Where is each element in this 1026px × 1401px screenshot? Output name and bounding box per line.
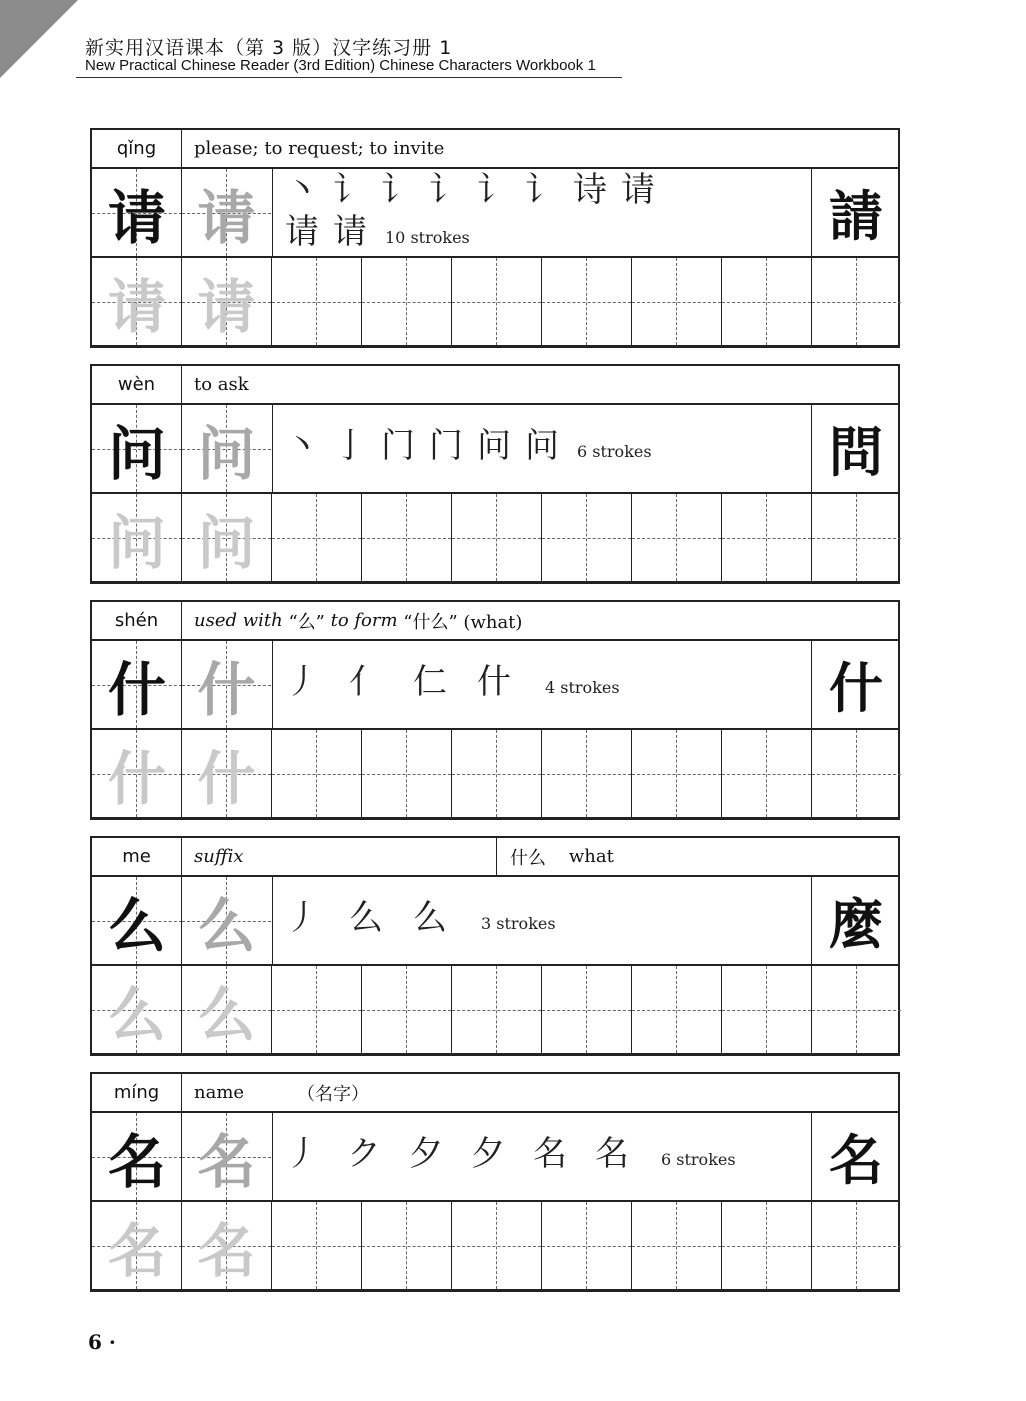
guide-line bbox=[452, 774, 541, 775]
practice-cell[interactable] bbox=[721, 730, 811, 817]
practice-cell bbox=[181, 494, 271, 581]
info-row bbox=[92, 838, 898, 877]
practice-cell bbox=[181, 966, 271, 1053]
guide-line bbox=[542, 538, 631, 539]
guide-line bbox=[272, 1010, 361, 1011]
practice-cell[interactable] bbox=[721, 966, 811, 1053]
practice-cell[interactable] bbox=[361, 730, 451, 817]
stroke-order-area bbox=[272, 1113, 812, 1200]
corner-triangle bbox=[0, 0, 78, 78]
stroke-step: 丿 bbox=[285, 898, 319, 938]
practice-row bbox=[92, 494, 898, 581]
guide-line bbox=[722, 774, 811, 775]
practice-cell[interactable] bbox=[811, 966, 901, 1053]
practice-cell[interactable] bbox=[361, 1202, 451, 1289]
guide-line bbox=[452, 302, 541, 303]
practice-cell bbox=[92, 1202, 182, 1289]
practice-cell bbox=[92, 730, 182, 817]
stroke-step: 夕 bbox=[471, 1134, 505, 1174]
guide-line bbox=[362, 1246, 451, 1247]
stroke-sequence bbox=[285, 426, 652, 466]
guide-line bbox=[722, 1010, 811, 1011]
meaning-part: to form bbox=[330, 610, 398, 631]
stroke-step: 丶 bbox=[285, 170, 319, 210]
trace-character: 问 bbox=[197, 508, 256, 577]
practice-cell[interactable] bbox=[451, 966, 541, 1053]
guide-line bbox=[812, 1010, 901, 1011]
guide-line bbox=[542, 1246, 631, 1247]
stroke-step: 问 bbox=[525, 426, 559, 466]
trace-cell bbox=[181, 405, 271, 492]
related-word-cn: 什么 bbox=[510, 847, 546, 869]
stroke-step: 讠 bbox=[381, 170, 415, 210]
stroke-step: 门 bbox=[429, 426, 463, 466]
char-row bbox=[92, 1113, 898, 1202]
practice-cell bbox=[92, 258, 182, 345]
practice-cell[interactable] bbox=[631, 730, 721, 817]
practice-cell[interactable] bbox=[721, 1202, 811, 1289]
guide-line bbox=[362, 774, 451, 775]
stroke-step: 丿 bbox=[285, 662, 319, 702]
meaning: to ask bbox=[194, 374, 249, 395]
meaning bbox=[194, 838, 244, 875]
trace-character: 么 bbox=[107, 980, 166, 1049]
traditional-character: 請 bbox=[829, 185, 883, 248]
info-row bbox=[92, 366, 898, 405]
stroke-step: 问 bbox=[477, 426, 511, 466]
stroke-step: ク bbox=[347, 1134, 381, 1174]
guide-line bbox=[542, 302, 631, 303]
guide-line bbox=[272, 538, 361, 539]
char-row bbox=[92, 405, 898, 494]
traditional-character: 什 bbox=[829, 657, 883, 720]
related-word: （名字） bbox=[297, 1083, 369, 1105]
practice-row bbox=[92, 1202, 898, 1289]
practice-cell[interactable] bbox=[631, 1202, 721, 1289]
model-cell bbox=[92, 641, 182, 728]
guide-line bbox=[542, 1010, 631, 1011]
stroke-step: 请 bbox=[285, 212, 319, 252]
practice-cell[interactable] bbox=[811, 730, 901, 817]
practice-cell[interactable] bbox=[541, 258, 631, 345]
practice-cell[interactable] bbox=[361, 966, 451, 1053]
stroke-step: 夕 bbox=[409, 1134, 443, 1174]
meaning-part: “什么” (what) bbox=[403, 611, 523, 633]
pinyin: míng bbox=[92, 1074, 182, 1111]
trace-character: 问 bbox=[107, 508, 166, 577]
practice-cell[interactable] bbox=[271, 966, 361, 1053]
guide-line bbox=[812, 774, 901, 775]
practice-cell[interactable] bbox=[451, 1202, 541, 1289]
header-title-en: New Practical Chinese Reader (3rd Edition) Chinese Characters Workbook 1 bbox=[85, 57, 596, 74]
guide-line bbox=[812, 302, 901, 303]
guide-line bbox=[272, 774, 361, 775]
stroke-count: 3 strokes bbox=[481, 914, 556, 933]
stroke-step: 什 bbox=[477, 662, 511, 702]
info-row bbox=[92, 602, 898, 641]
guide-line bbox=[632, 774, 721, 775]
pinyin: me bbox=[92, 838, 182, 875]
practice-cell[interactable] bbox=[271, 494, 361, 581]
trace-character: 请 bbox=[107, 272, 166, 341]
pinyin: shén bbox=[92, 602, 182, 639]
meaning: name bbox=[194, 1082, 245, 1103]
guide-line bbox=[632, 1246, 721, 1247]
practice-cell[interactable] bbox=[361, 258, 451, 345]
stroke-step: 讠 bbox=[477, 170, 511, 210]
stroke-step: 名 bbox=[533, 1134, 567, 1174]
model-character: 名 bbox=[107, 1127, 166, 1196]
trace-character: 什 bbox=[197, 655, 256, 724]
stroke-sequence bbox=[285, 212, 470, 252]
meaning bbox=[194, 602, 522, 639]
practice-cell[interactable] bbox=[451, 494, 541, 581]
stroke-sequence bbox=[285, 170, 655, 210]
stroke-step: 请 bbox=[333, 212, 367, 252]
char-block-qing bbox=[90, 128, 900, 348]
stroke-order-area bbox=[272, 641, 812, 728]
guide-line bbox=[272, 302, 361, 303]
stroke-step: 诗 bbox=[573, 170, 607, 210]
char-block-shen bbox=[90, 600, 900, 820]
header-rule bbox=[76, 77, 622, 78]
trace-character: 请 bbox=[197, 183, 256, 252]
stroke-step: 亻 bbox=[349, 662, 383, 702]
stroke-sequence bbox=[285, 898, 556, 938]
guide-line bbox=[632, 1010, 721, 1011]
meaning-part: used with bbox=[194, 610, 283, 631]
practice-cell[interactable] bbox=[541, 1202, 631, 1289]
model-cell bbox=[92, 169, 182, 256]
practice-row bbox=[92, 258, 898, 345]
practice-cell bbox=[181, 258, 271, 345]
stroke-step: 讠 bbox=[333, 170, 367, 210]
trace-cell bbox=[181, 169, 271, 256]
practice-cell[interactable] bbox=[631, 258, 721, 345]
model-cell bbox=[92, 405, 182, 492]
practice-cell[interactable] bbox=[361, 494, 451, 581]
meaning: please; to request; to invite bbox=[194, 138, 445, 159]
trace-character: 什 bbox=[197, 744, 256, 813]
meaning-part: “么” bbox=[288, 611, 325, 633]
stroke-sequence bbox=[285, 662, 620, 702]
practice-cell[interactable] bbox=[811, 258, 901, 345]
trace-character: 问 bbox=[197, 419, 256, 488]
stroke-count: 10 strokes bbox=[385, 228, 470, 247]
guide-line bbox=[272, 1246, 361, 1247]
guide-line bbox=[632, 302, 721, 303]
practice-cell[interactable] bbox=[271, 730, 361, 817]
practice-cell[interactable] bbox=[541, 494, 631, 581]
trace-cell bbox=[181, 1113, 271, 1200]
guide-line bbox=[452, 538, 541, 539]
char-row bbox=[92, 169, 898, 258]
model-character: 么 bbox=[107, 891, 166, 960]
stroke-step: 讠 bbox=[525, 170, 559, 210]
pinyin: wèn bbox=[92, 366, 182, 403]
practice-row bbox=[92, 730, 898, 817]
pinyin: qǐng bbox=[92, 130, 182, 167]
trace-cell bbox=[181, 641, 271, 728]
practice-row bbox=[92, 966, 898, 1053]
guide-line bbox=[722, 538, 811, 539]
practice-cell bbox=[92, 966, 182, 1053]
traditional-character: 名 bbox=[829, 1129, 883, 1192]
page-number: 6 · bbox=[88, 1330, 116, 1354]
guide-line bbox=[722, 302, 811, 303]
related-word bbox=[510, 838, 614, 875]
model-character: 什 bbox=[107, 655, 166, 724]
practice-cell[interactable] bbox=[271, 1202, 361, 1289]
guide-line bbox=[452, 1246, 541, 1247]
practice-cell[interactable] bbox=[631, 494, 721, 581]
guide-line bbox=[542, 774, 631, 775]
stroke-count: 4 strokes bbox=[545, 678, 620, 697]
stroke-count: 6 strokes bbox=[661, 1150, 736, 1169]
char-block-wen bbox=[90, 364, 900, 584]
char-block-me bbox=[90, 836, 900, 1056]
info-row bbox=[92, 130, 898, 169]
model-cell bbox=[92, 877, 182, 964]
guide-line bbox=[362, 1010, 451, 1011]
stroke-step: 门 bbox=[381, 426, 415, 466]
trace-cell bbox=[181, 877, 271, 964]
model-cell bbox=[92, 1113, 182, 1200]
stroke-step: 仁 bbox=[413, 662, 447, 702]
header-title-cn: 新实用汉语课本（第 3 版）汉字练习册 1 bbox=[85, 37, 453, 59]
char-block-ming bbox=[90, 1072, 900, 1292]
trace-character: 请 bbox=[197, 272, 256, 341]
info-divider bbox=[496, 838, 497, 875]
practice-cell[interactable] bbox=[541, 730, 631, 817]
practice-cell[interactable] bbox=[271, 258, 361, 345]
stroke-count: 6 strokes bbox=[577, 442, 652, 461]
practice-cell bbox=[92, 494, 182, 581]
practice-cell[interactable] bbox=[451, 730, 541, 817]
stroke-step: 么 bbox=[413, 898, 447, 938]
trace-character: 么 bbox=[197, 980, 256, 1049]
stroke-step: 么 bbox=[349, 898, 383, 938]
stroke-sequence bbox=[285, 1134, 736, 1174]
traditional-character: 麼 bbox=[829, 893, 883, 956]
practice-cell[interactable] bbox=[811, 1202, 901, 1289]
practice-cell[interactable] bbox=[541, 966, 631, 1053]
meaning-text: suffix bbox=[194, 846, 244, 867]
stroke-order-area bbox=[272, 169, 812, 256]
practice-cell bbox=[181, 1202, 271, 1289]
stroke-step: 请 bbox=[621, 170, 655, 210]
stroke-order-area bbox=[272, 877, 812, 964]
char-row bbox=[92, 641, 898, 730]
guide-line bbox=[362, 302, 451, 303]
practice-cell[interactable] bbox=[721, 258, 811, 345]
trace-character: 么 bbox=[197, 891, 256, 960]
guide-line bbox=[722, 1246, 811, 1247]
traditional-character: 問 bbox=[829, 421, 883, 484]
practice-cell[interactable] bbox=[721, 494, 811, 581]
stroke-step: 丿 bbox=[285, 1134, 319, 1174]
trace-character: 名 bbox=[107, 1216, 166, 1285]
trace-character: 名 bbox=[197, 1127, 256, 1196]
practice-cell[interactable] bbox=[811, 494, 901, 581]
trace-character: 什 bbox=[107, 744, 166, 813]
char-row bbox=[92, 877, 898, 966]
practice-cell[interactable] bbox=[631, 966, 721, 1053]
stroke-step: 名 bbox=[595, 1134, 629, 1174]
stroke-step: 亅 bbox=[333, 426, 367, 466]
practice-cell bbox=[181, 730, 271, 817]
trace-character: 名 bbox=[197, 1216, 256, 1285]
stroke-order-area bbox=[272, 405, 812, 492]
stroke-step: 讠 bbox=[429, 170, 463, 210]
guide-line bbox=[812, 1246, 901, 1247]
guide-line bbox=[452, 1010, 541, 1011]
model-character: 请 bbox=[107, 183, 166, 252]
guide-line bbox=[362, 538, 451, 539]
stroke-step: 丶 bbox=[285, 426, 319, 466]
guide-line bbox=[812, 538, 901, 539]
practice-cell[interactable] bbox=[451, 258, 541, 345]
info-row bbox=[92, 1074, 898, 1113]
model-character: 问 bbox=[107, 419, 166, 488]
related-word-meaning: what bbox=[568, 846, 614, 867]
guide-line bbox=[632, 538, 721, 539]
